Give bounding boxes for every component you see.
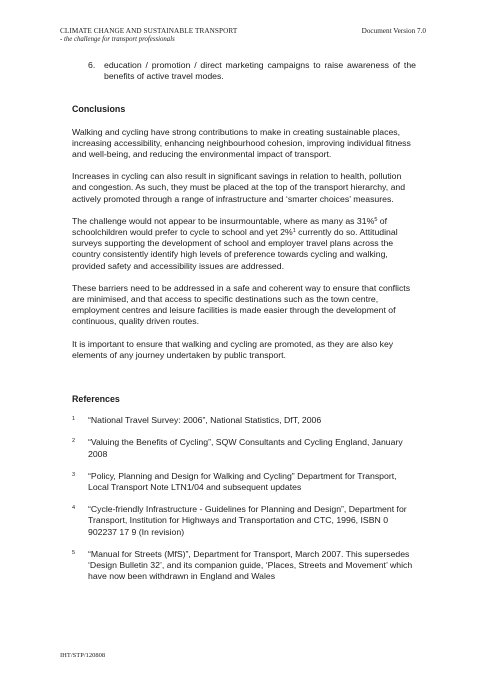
footnote-marker: 5 — [374, 216, 378, 223]
reference-number: 4 — [72, 505, 76, 512]
conclusions-paragraph: It is important to ensure that walking and cycling are promoted, as they are also key elements of any journey undertaken by public transport. — [72, 338, 394, 360]
list-item-text: education / promotion / direct marketing campaigns to raise awareness of the benefits of active travel modes. — [104, 60, 416, 82]
page-footer: IHT/STP/120808 — [60, 652, 106, 659]
reference-text: “National Travel Survey: 2006”, National Statistics, DfT, 2006 — [88, 415, 322, 426]
reference-number: 1 — [72, 416, 76, 423]
reference-item — [72, 471, 416, 493]
paragraph-text: The challenge would not appear to be insurmountable, where as many as 31% — [72, 215, 375, 226]
page-header — [60, 27, 426, 43]
conclusions-paragraph: These barriers need to be addressed in a safe and coherent way to ensure that conflicts are minimised, and that access to specific destinations such as the town centre, employment centres and leisure facilities is made easier through the development of continuous, quality driven routes. — [72, 282, 411, 327]
conclusions-paragraph: Walking and cycling have strong contributions to make in creating sustainable places, increasing accessibility, enhancing neighbourhood cohesion, improving individual fitness and well-being, and reducing the environmental impact of transport. — [72, 126, 411, 160]
list-item-number: 6. — [88, 60, 96, 70]
list-item — [88, 60, 416, 82]
reference-text: “Valuing the Benefits of Cycling”, SQW Consultants and Cycling England, January 2008 — [88, 437, 403, 459]
header-title: CLIMATE CHANGE AND SUSTAINABLE TRANSPORT — [60, 27, 238, 35]
reference-item — [72, 504, 416, 538]
header-subtitle: - the challenge for transport professionals — [60, 36, 175, 43]
reference-text: “Policy, Planning and Design for Walking and Cycling” Department for Transport, Local Transport Note LTN1/04 and subsequent updates — [88, 470, 397, 493]
conclusions-heading: Conclusions — [72, 104, 126, 115]
footnote-marker: 1 — [292, 228, 296, 235]
reference-item — [72, 415, 416, 426]
reference-list — [72, 415, 416, 582]
page-content — [72, 60, 416, 583]
reference-item — [72, 549, 416, 583]
paragraph-text: currently do so. Attitudinal surveys supporting the development of school and employer travel plans across the country consistently identify high levels of preference towards cycling and walking, provided safety and accessibility issues are addressed. — [72, 227, 398, 271]
reference-text: “Manual for Streets (MfS)”, Department for Transport, March 2007. This supersedes ‘Design Bulletin 32’, and its companion guide, ‘Places, Streets and Movement’ which have now been withdrawn in England and Wales — [88, 548, 413, 582]
conclusions-paragraph: Increases in cycling can also result in significant savings in relation to health, pollution and congestion. As such, they must be placed at the top of the transport hierarchy, and actively promoted through a range of infrastructure and ‘smarter choices’ measures. — [72, 171, 406, 204]
paragraph-text: of schoolchildren would prefer to cycle to school and yet 2% — [72, 215, 388, 238]
header-version: Document Version 7.0 — [361, 27, 426, 35]
reference-text: “Cycle-friendly Infrastructure - Guidelines for Planning and Design”, Department for Transport, Institution for Highways and Transportation and CTC, 1996, ISBN 0 902237 17 9 (In revision) — [88, 504, 407, 537]
reference-number: 3 — [72, 471, 76, 478]
conclusions-paragraph — [72, 216, 416, 272]
reference-item — [72, 437, 416, 459]
reference-number: 5 — [72, 549, 76, 556]
references-heading: References — [72, 394, 120, 405]
reference-number: 2 — [72, 438, 76, 445]
